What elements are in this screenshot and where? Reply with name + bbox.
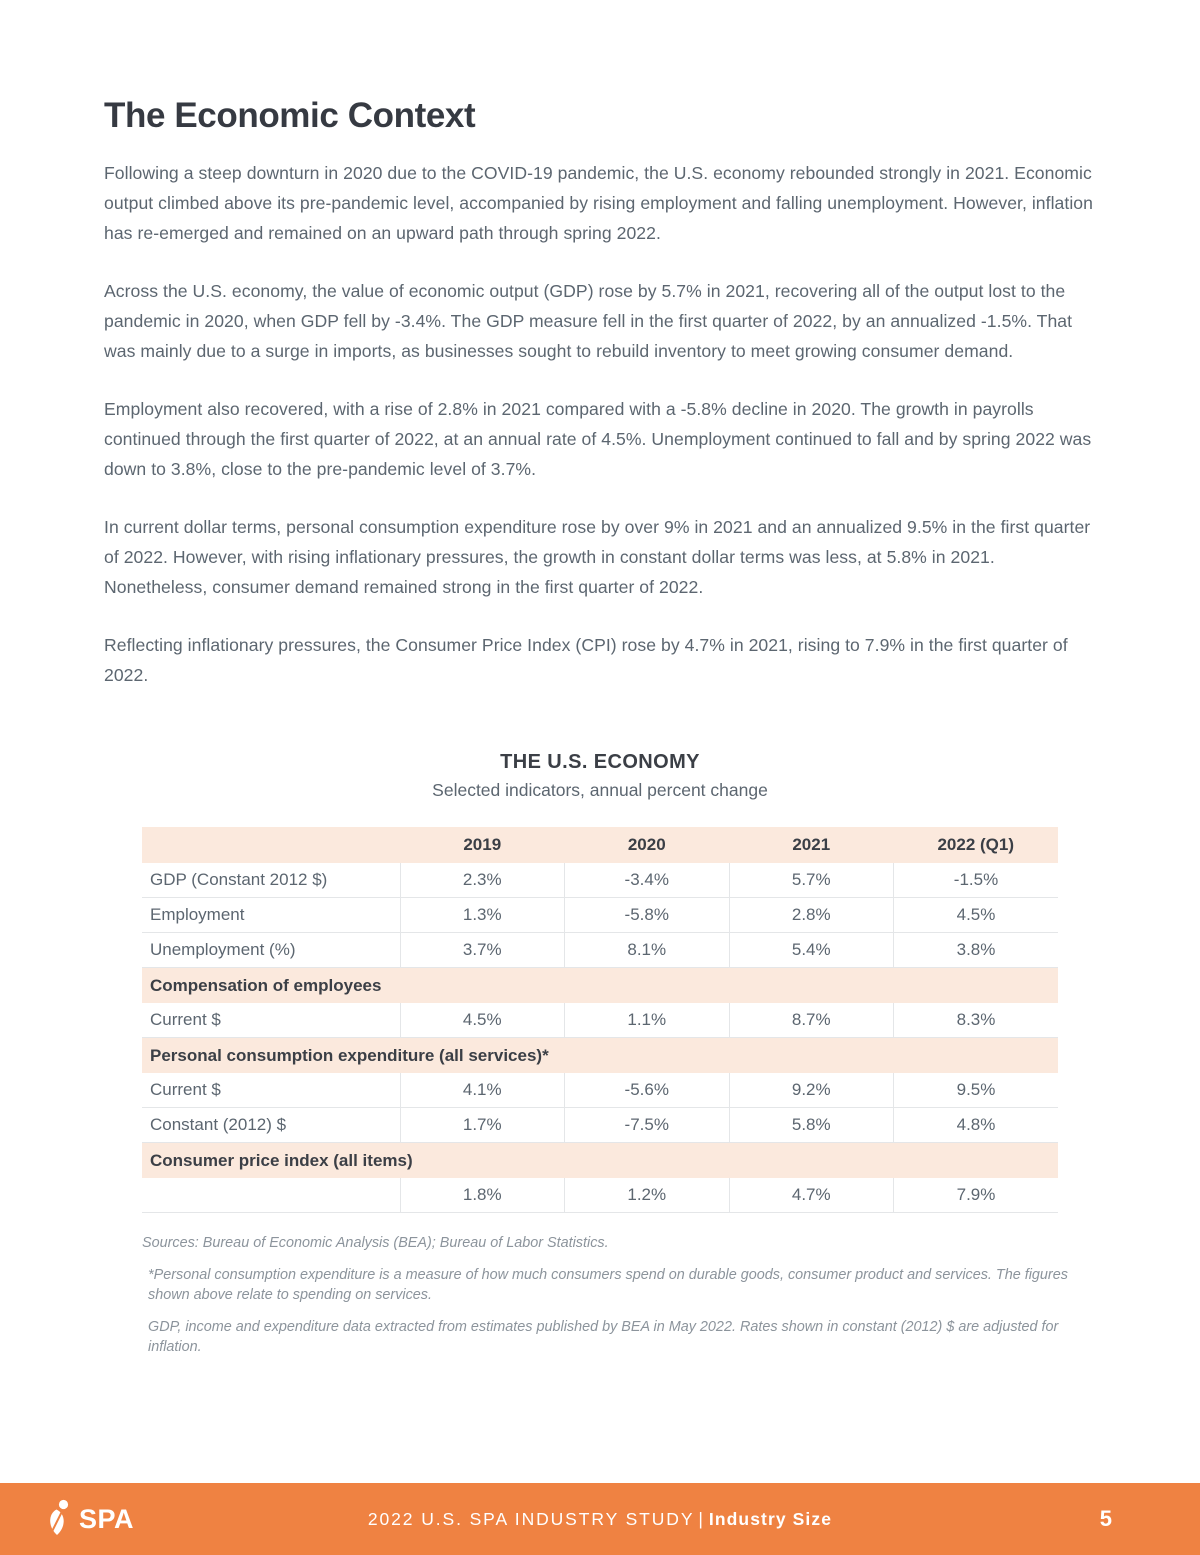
table-row [142, 863, 1058, 898]
row-label: Employment [142, 898, 400, 933]
body-paragraph-1: Following a steep downturn in 2020 due to the COVID-19 pandemic, the U.S. economy rebounded strongly in 2021. Economic output climbed above its pre-pandemic level, accompanied by rising employment and falling unemployment. However, inflation has re-emerged and remained on an upward path through spring 2022. [104, 163, 1093, 244]
column-header-2022q1: 2022 (Q1) [937, 835, 1015, 854]
page-footer [0, 1483, 1200, 1555]
cell-value: 8.3% [894, 1003, 1059, 1038]
table-notes [142, 1233, 1072, 1357]
us-economy-table [142, 827, 1058, 1213]
cell-value: 9.2% [729, 1073, 894, 1108]
footer-study-label: 2022 U.S. SPA INDUSTRY STUDY [367, 1508, 695, 1529]
table-row [142, 1108, 1058, 1143]
row-label: Current $ [142, 1073, 400, 1108]
table-header-row [142, 827, 1058, 863]
column-header-2019: 2019 [463, 835, 502, 854]
cell-value: 5.8% [729, 1108, 894, 1143]
cell-value: -1.5% [894, 863, 1059, 898]
page-title: The Economic Context [104, 96, 476, 135]
table-section-row [142, 968, 1058, 1004]
table-subtitle: Selected indicators, annual percent change [432, 780, 768, 800]
cell-value: 9.5% [894, 1073, 1059, 1108]
cell-value: 1.3% [400, 898, 565, 933]
cell-value: -7.5% [565, 1108, 730, 1143]
table-section-row [142, 1143, 1058, 1179]
note-sources: Sources: Bureau of Economic Analysis (BEA); Bureau of Labor Statistics. [142, 1235, 609, 1251]
footer-section-label: Industry Size [708, 1508, 833, 1529]
body-paragraph-4: In current dollar terms, personal consumption expenditure rose by over 9% in 2021 and an annualized 9.5% in the first quarter of 2022. However, with rising inflationary pressures, the growth in constant dollar terms was less, at 5.8% in 2021. Nonetheless, consumer demand remained strong in the first quarter of 2022. [104, 517, 1091, 598]
body-paragraph-5: Reflecting inflationary pressures, the Consumer Price Index (CPI) rose by 4.7% in 2021, rising to 7.9% in the first quarter of 2022. [104, 635, 1068, 686]
spa-logo-text: SPA [79, 1503, 135, 1534]
body-paragraph-3: Employment also recovered, with a rise of 2.8% in 2021 compared with a -5.8% decline in 2020. The growth in payrolls continued through the first quarter of 2022, at an annual rate of 4.5%. Unemployment continued to fall and by spring 2022 was down to 3.8%, close to the pre-pandemic level of 3.7%. [104, 399, 1092, 480]
cell-value: 1.8% [400, 1178, 565, 1213]
row-label: Unemployment (%) [142, 933, 400, 968]
cell-value: 4.7% [729, 1178, 894, 1213]
table-row [142, 933, 1058, 968]
cell-value: 2.3% [400, 863, 565, 898]
economy-table-block [104, 751, 1096, 1369]
row-label: Constant (2012) $ [142, 1108, 400, 1143]
row-label: Current $ [142, 1003, 400, 1038]
cell-value: 2.8% [729, 898, 894, 933]
section-label: Consumer price index (all items) [142, 1143, 1058, 1179]
cell-value: 3.7% [400, 933, 565, 968]
note-footnote-asterisk: *Personal consumption expenditure is a measure of how much consumers spend on durable goods, consumer product and services. The figures shown above relate to spending on services. [148, 1267, 1068, 1303]
cell-value: 4.1% [400, 1073, 565, 1108]
footer-separator: | [698, 1508, 705, 1529]
cell-value: 3.8% [894, 933, 1059, 968]
column-header-2021: 2021 [792, 835, 831, 854]
cell-value: 7.9% [894, 1178, 1059, 1213]
table-row [142, 1073, 1058, 1108]
cell-value: 1.1% [565, 1003, 730, 1038]
cell-value: -5.6% [565, 1073, 730, 1108]
cell-value: 5.4% [729, 933, 894, 968]
table-row [142, 1003, 1058, 1038]
cell-value: -3.4% [565, 863, 730, 898]
note-data-extraction: GDP, income and expenditure data extracted from estimates published by BEA in May 2022. Rates shown in constant (2012) $ are adjusted for inflation. [148, 1319, 1059, 1355]
body-paragraph-2: Across the U.S. economy, the value of economic output (GDP) rose by 5.7% in 2021, recovering all of the output lost to the pandemic in 2020, when GDP fell by -3.4%. The GDP measure fell in the first quarter of 2022, by an annualized -1.5%. That was mainly due to a surge in imports, as businesses sought to rebuild inventory to meet growing consumer demand. [104, 281, 1073, 362]
row-label: GDP (Constant 2012 $) [142, 863, 400, 898]
cell-value: -5.8% [565, 898, 730, 933]
cell-value: 4.5% [894, 898, 1059, 933]
cell-value: 5.7% [729, 863, 894, 898]
table-row [142, 898, 1058, 933]
table-section-row [142, 1038, 1058, 1074]
table-row [142, 1178, 1058, 1213]
footer-caption [0, 1509, 1200, 1530]
table-title: THE U.S. ECONOMY [500, 751, 700, 773]
column-header-label [142, 827, 400, 863]
cell-value: 1.7% [400, 1108, 565, 1143]
cell-value: 4.8% [894, 1108, 1059, 1143]
column-header-2020: 2020 [627, 835, 666, 854]
cell-value: 8.1% [565, 933, 730, 968]
row-label [142, 1178, 400, 1213]
cell-value: 4.5% [400, 1003, 565, 1038]
cell-value: 8.7% [729, 1003, 894, 1038]
page-number: 5 [1099, 1506, 1112, 1531]
section-label: Personal consumption expenditure (all services)* [142, 1038, 1058, 1074]
cell-value: 1.2% [565, 1178, 730, 1213]
page-content [104, 96, 1096, 1355]
section-label: Compensation of employees [142, 968, 1058, 1004]
